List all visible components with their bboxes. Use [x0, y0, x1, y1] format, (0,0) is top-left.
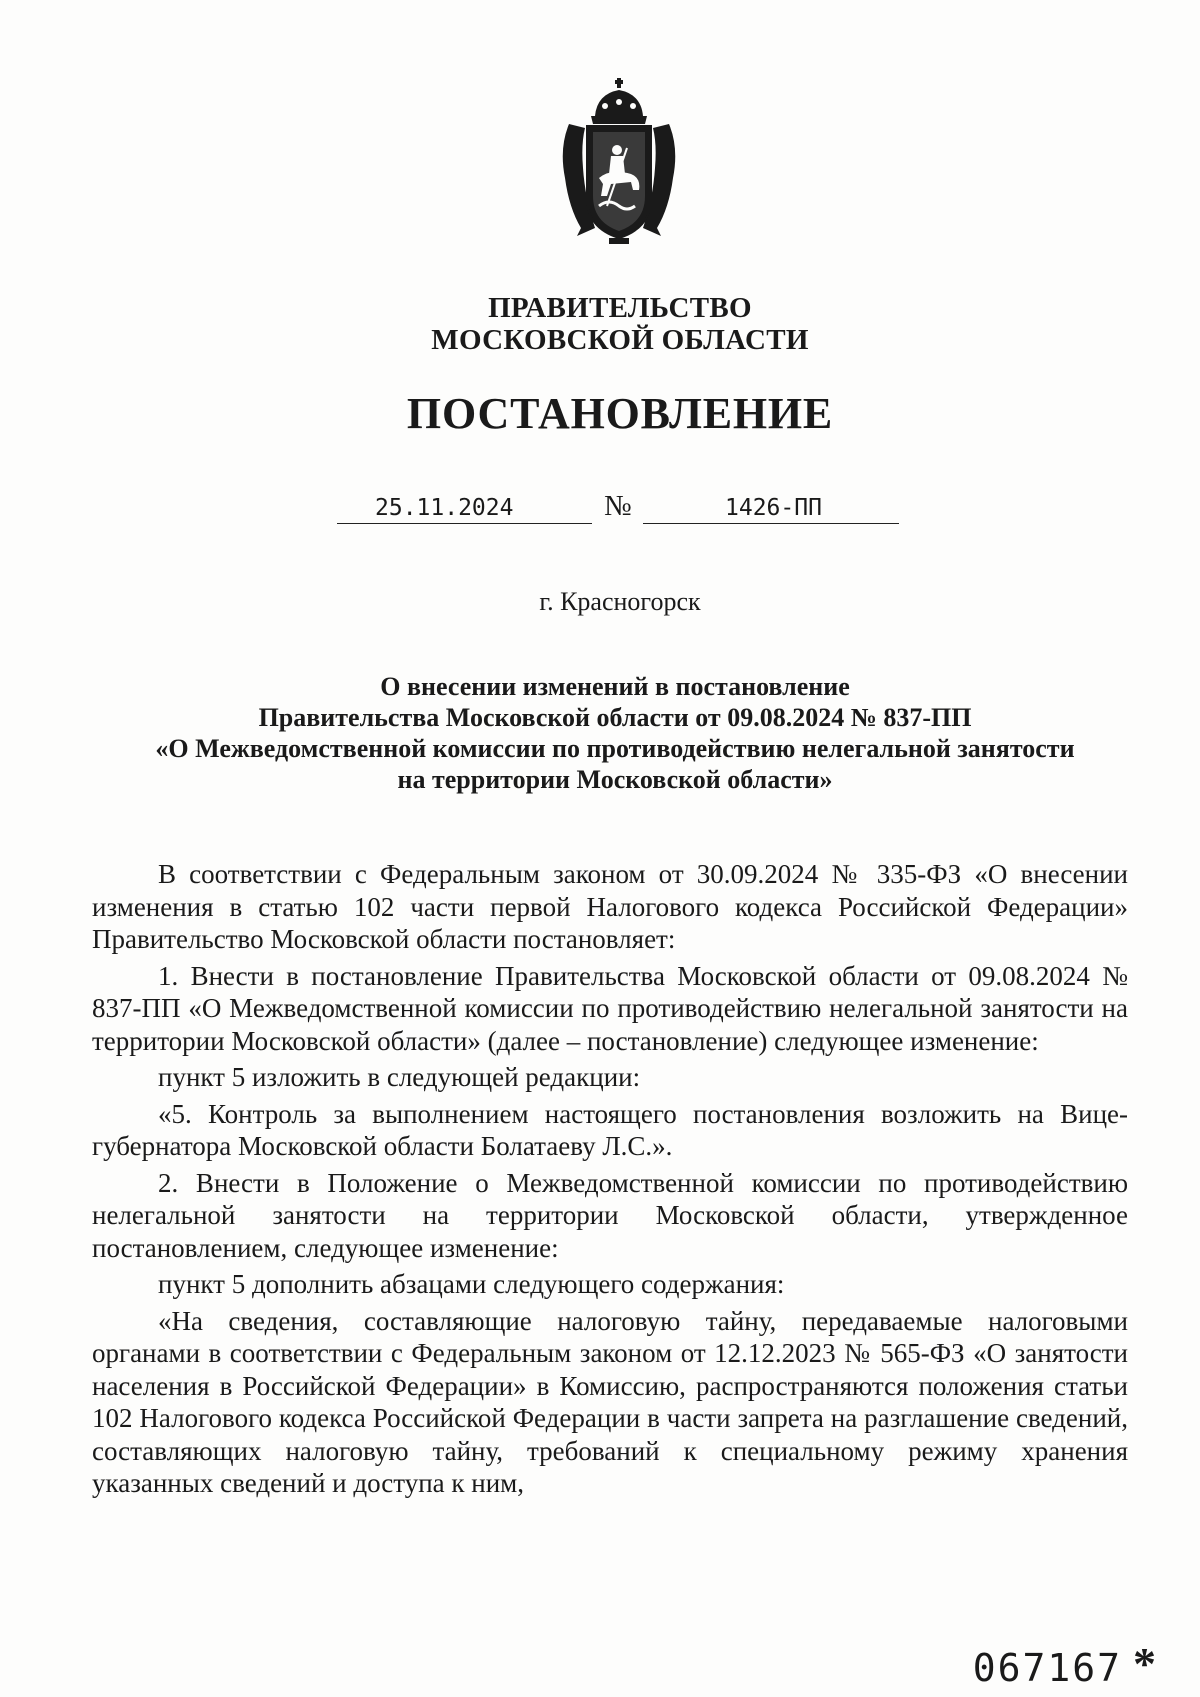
organization-name-line1: ПРАВИТЕЛЬСТВО — [488, 292, 752, 324]
paragraph-quote-tax-secret: «На сведения, составляющие налоговую тайну, передаваемые налоговыми органами в соответствии с Федеральным законом от 12.12.2023 № 565-ФЗ «О занятости населения в Российской Федерации» в Комиссию, распространяются положения статьи 102 Налогового кодекса Российской Федерации в части запрета на разглашение сведений, составляющих налоговую тайну, требований к специальному режиму хранения указанных сведений и доступа к ним, — [92, 1305, 1128, 1498]
title-line: Правительства Московской области от 09.08.2024 № 837-ПП — [258, 703, 972, 732]
organization-name-line2: МОСКОВСКОЙ ОБЛАСТИ — [431, 324, 809, 356]
paragraph-item-2: 2. Внести в Положение о Межведомственной комиссии по противодействию нелегальной занятости на территории Московской области, утвержденное постановлением, следующее изменение: — [92, 1167, 1128, 1263]
date-field — [337, 487, 592, 524]
city: г. Красногорск — [539, 587, 701, 616]
document-title — [100, 671, 1130, 795]
paragraph-preamble: В соответствии с Федеральным законом от 30.09.2024 № 335-ФЗ «О внесении изменения в статью 102 части первой Налогового кодекса Российской Федерации» Правительство Московской области постановляет: — [92, 859, 1128, 954]
paragraph-quote-5: «5. Контроль за выполнением настоящего постановления возложить на Вице-губернатора Московской области Болатаеву Л.С.». — [92, 1098, 1128, 1161]
paragraph-item-2-sub: пункт 5 дополнить абзацами следующего содержания: — [158, 1269, 785, 1299]
serial-number: 067167 — [972, 1646, 1122, 1690]
title-line: «О Межведомственной комиссии по противодействию нелегальной занятости — [155, 734, 1075, 763]
document-body — [92, 858, 1128, 1504]
document-number: 1426-ПП — [725, 495, 822, 521]
paragraph-item-1: 1. Внести в постановление Правительства Московской области от 09.08.2024 № 837-ПП «О Межведомственной комиссии по противодействию нелегальной занятости на территории Московской области» (далее – постановление) следующее изменение: — [92, 960, 1128, 1056]
document-type: ПОСТАНОВЛЕНИЕ — [406, 389, 834, 438]
paragraph-item-1-sub: пункт 5 изложить в следующей редакции: — [158, 1062, 641, 1092]
moscow-oblast-coat-of-arms-icon — [555, 78, 683, 248]
number-field — [643, 487, 899, 524]
serial-asterisk: * — [1133, 1638, 1156, 1689]
document-date: 25.11.2024 — [375, 495, 514, 521]
title-line: О внесении изменений в постановление — [380, 672, 850, 701]
title-line: на территории Московской области» — [397, 765, 833, 794]
number-sign: № — [604, 490, 632, 522]
